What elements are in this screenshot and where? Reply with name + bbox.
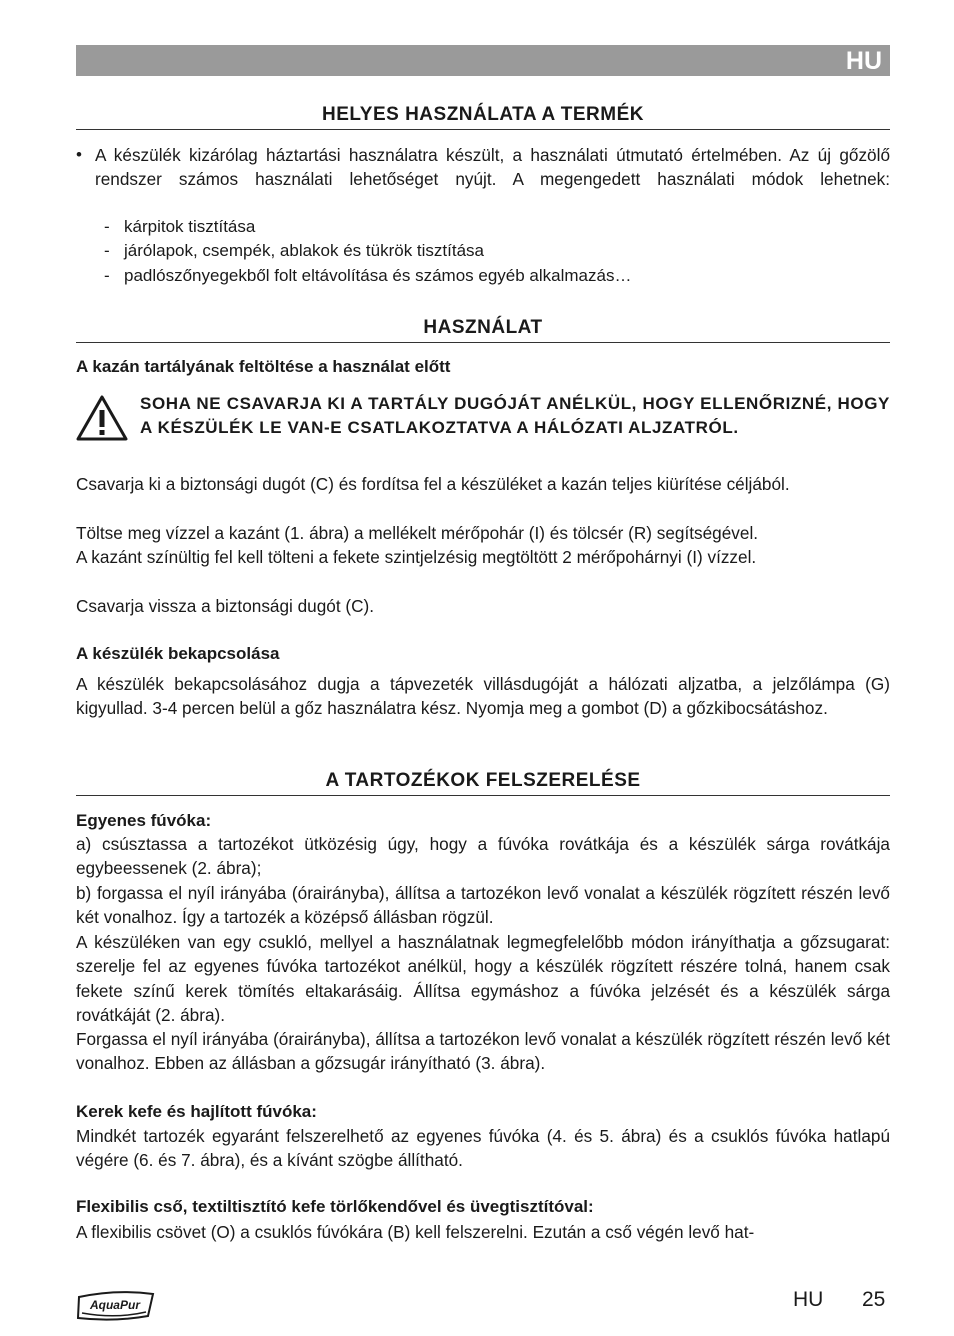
paragraph: a) csúsztassa a tartozékot ütközésig úgy, hogy a fúvóka rovátkája és a készülék sárga rovátkája egybeessenek (2. ábra); (76, 834, 890, 879)
warning-icon (76, 394, 128, 442)
dash-marker: - (104, 266, 110, 285)
section-title-proper-use: HELYES HASZNÁLATA A TERMÉK (76, 104, 890, 130)
paragraph: Csavarja ki a biztonsági dugót (C) és fordítsa fel a készüléket a kazán teljes kiürítése céljából. (76, 474, 790, 494)
list-item: padlószőnyegekből folt eltávolítása és számos egyéb alkalmazás… (124, 266, 632, 285)
intro-paragraph: A készülék kizárólag háztartási használatra készült, a használati útmutató értelmében. Az új gőzölő rendszer számos használati lehetőséget nyújt. A megengedett használati módok lehetnek: (95, 145, 890, 190)
list-item: kárpitok tisztítása (124, 217, 256, 236)
paragraph: Mindkét tartozék egyaránt felszerelhető az egyenes fúvóka (4. és 5. ábra) és a csuklós fúvóka hatlapú végére (6. és 7. ábra), és a kívánt szögbe állítható. (76, 1126, 890, 1171)
paragraph: Forgassa el nyíl irányába (órairányba), állítsa a tartozékon levő vonalat a készülék rögzített részén levő két vonalhoz. Ebben az állásban a gőzsugár irányítható (3. ábra). (76, 1029, 890, 1074)
subheading-filling: A kazán tartályának feltöltése a használat előtt (76, 357, 451, 376)
page-number: 25 (862, 1288, 886, 1311)
dash-marker: - (104, 241, 110, 260)
logo-text: AquaPur (89, 1298, 141, 1312)
subheading-flexible-hose: Flexibilis cső, textiltisztító kefe törlőkendővel és üvegtisztítóval: (76, 1197, 594, 1216)
section-title-accessories: A TARTOZÉKOK FELSZERELÉSE (76, 770, 890, 796)
warning-text: SOHA NE CSAVARJA KI A TARTÁLY DUGÓJÁT ANÉLKÜL, HOGY ELLENŐRIZNÉ, HOGY A KÉSZÜLÉK LE VAN-E CSATLAKOZTATVA A HÁLÓZATI ALJZATRÓL. (140, 394, 890, 438)
paragraph: A készüléken van egy csukló, mellyel a használatnak legmegfelelőbb módon irányíthatja a gőzsugarat: szerelje fel az egyenes fúvóka tartozékot anélkül, hogy a készülék rögzített részére tolná, hanem csak fekete színű kerek tömítés eltakarásáig. Állítsa egymáshoz a fúvóka jelzését és a készülék sárga rovátkáját (2. ábra). (76, 932, 890, 1025)
subheading-round-brush: Kerek kefe és hajlított fúvóka: (76, 1102, 317, 1121)
paragraph: A flexibilis csövet (O) a csuklós fúvókára (B) kell felszerelni. Ezután a cső végén levő hat- (76, 1222, 755, 1242)
bullet-marker: • (76, 145, 82, 164)
paragraph: A kazánt színültig fel kell tölteni a fekete szintjelzésig megtöltött 2 mérőpohárnyi (I) vízzel. (76, 547, 757, 567)
subheading-switch-on: A készülék bekapcsolása (76, 644, 280, 663)
paragraph: b) forgassa el nyíl irányába (órairányba), állítsa a tartozékon levő vonalat a készülék rögzített részén levő két vonalhoz. Így a tartozék a középső állásban rögzül. (76, 883, 890, 928)
paragraph: A készülék bekapcsolásához dugja a tápvezeték villásdugóját a hálózati aljzatba, a jelzőlámpa (G) kigyullad. 3-4 percen belül a gőz használatra kész. Nyomja meg a gombot (D) a gőzkibocsátáshoz. (76, 674, 890, 719)
subheading-straight-nozzle: Egyenes fúvóka: (76, 811, 212, 830)
dash-marker: - (104, 217, 110, 236)
paragraph: Csavarja vissza a biztonsági dugót (C). (76, 596, 375, 616)
header-language-code: HU (845, 47, 882, 75)
brand-logo (76, 1288, 156, 1322)
header-bar (76, 45, 890, 76)
list-item: járólapok, csempék, ablakok és tükrök tisztítása (124, 241, 484, 260)
footer-language-code: HU (793, 1288, 824, 1311)
section-title-usage: HASZNÁLAT (76, 317, 890, 343)
paragraph: Töltse meg vízzel a kazánt (1. ábra) a mellékelt mérőpohár (I) és tölcsér (R) segítségével. (76, 523, 759, 543)
